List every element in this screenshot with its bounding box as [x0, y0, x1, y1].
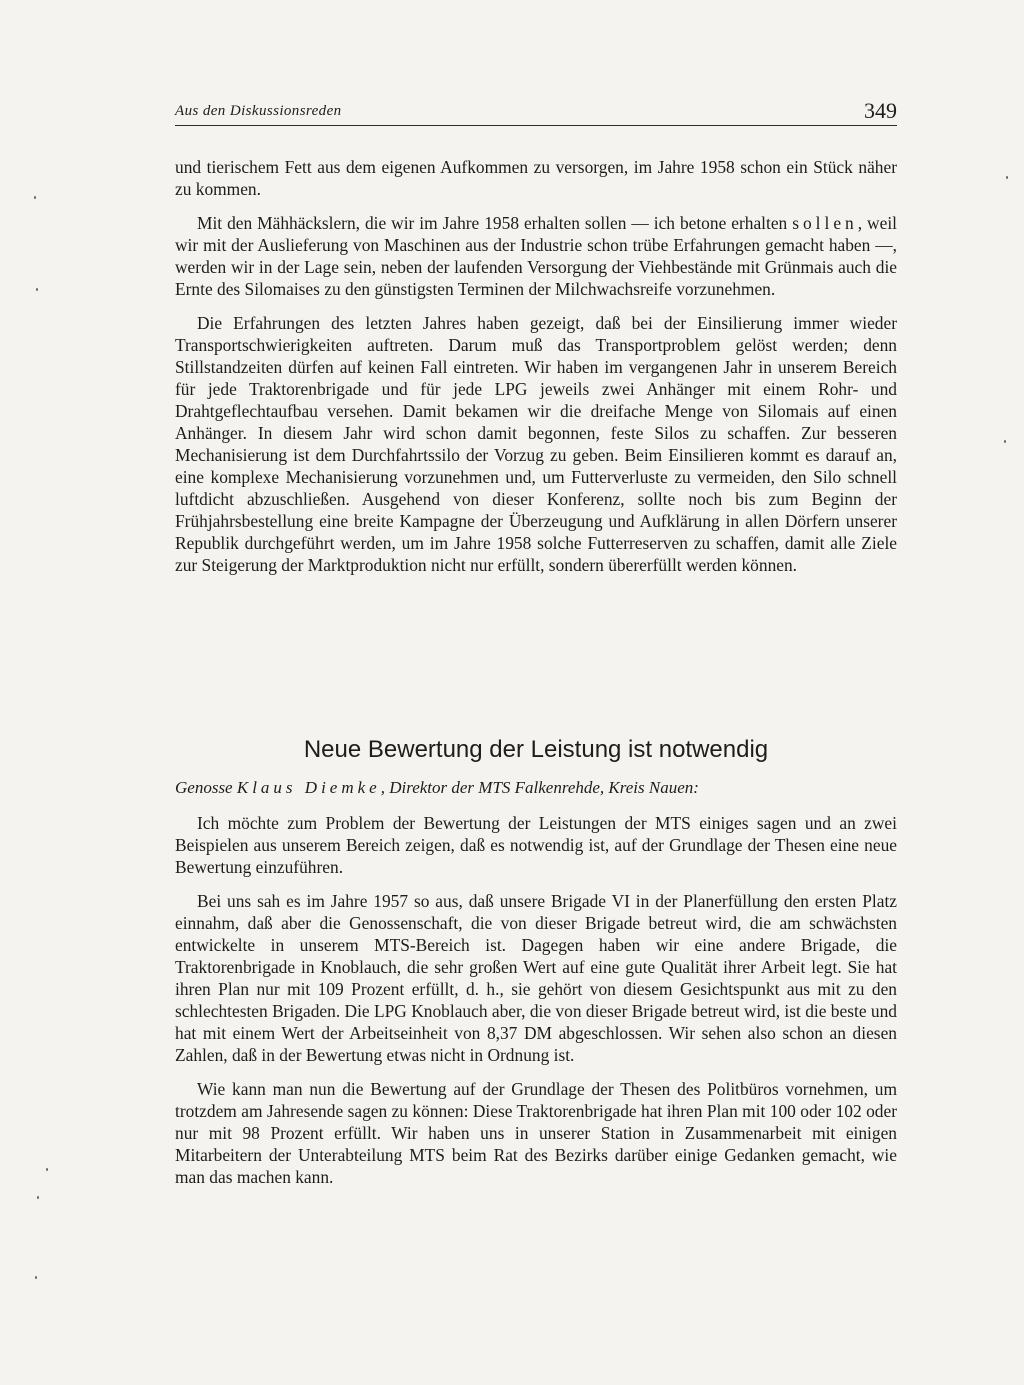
paragraph-continuation: und tierischem Fett aus dem eigenen Aufkommen zu versorgen, im Jahre 1958 schon ein Stück näher zu kommen.	[175, 157, 897, 199]
section-one-body	[175, 156, 897, 588]
speaker-prefix: Genosse	[175, 778, 237, 797]
scan-speck	[46, 1168, 48, 1171]
paragraph-evaluation-intro: Ich möchte zum Problem der Bewertung der Leistungen der MTS einiges sagen und an zwei Beispielen aus unserem Bereich zeigen, daß es notwendig ist, auf der Grundlage der Thesen eine neue Bewertung einzuführen.	[175, 813, 897, 877]
scan-speck	[35, 1276, 37, 1279]
section-two-body	[175, 812, 897, 1200]
emphasis-sollen: sollen	[792, 213, 858, 233]
scan-speck	[36, 288, 38, 291]
section-heading: Neue Bewertung der Leistung ist notwendig	[303, 736, 769, 763]
page-number: 349	[864, 98, 897, 123]
page-header	[175, 96, 897, 126]
scan-speck	[1006, 176, 1008, 179]
speaker-name: Klaus Diemke	[236, 778, 381, 797]
paragraph-politburo-theses: Wie kann man nun die Bewertung auf der Grundlage der Thesen des Politbüros vornehmen, um trotzdem am Jahresende sagen zu können: Diese Traktorenbrigade hat ihren Plan mit 100 oder 102 oder nur mit 98 Prozent erfüllt. Wir haben uns in unserer Station in Zusammenarbeit mit einigen Mitarbeitern der Unterabteilung MTS beim Rat des Bezirks darüber einige Gedanken gemacht, wie man das machen kann.	[175, 1079, 897, 1187]
running-title: Aus den Diskussionsreden	[175, 103, 342, 119]
speaker-role: , Direktor der MTS Falkenrehde, Kreis Nauen:	[380, 778, 699, 797]
paragraph-transport: Die Erfahrungen des letzten Jahres haben gezeigt, daß bei der Einsilierung immer wieder Transportschwierigkeiten auftreten. Darum muß das Transportproblem gelöst werden; denn Stillstandzeiten dürfen auf keinen Fall eintreten. Wir haben im vergangenen Jahr in unserem Bereich für jede Traktorenbrigade und für jede LPG jeweils zwei Anhänger mit einem Rohr- und Drahtgeflechtaufbau versehen. Damit bekamen wir die dreifache Menge von Silomais auf einen Anhänger. In diesem Jahr wird schon damit begonnen, feste Silos zu schaffen. Zur besseren Mechanisierung ist dem Durchfahrtssilo der Vorzug zu geben. Beim Einsilieren kommt es darauf an, eine komplexe Mechanisierung vorzunehmen und, um Futterverluste zu vermeiden, den Silo schnell luftdicht abzuschließen. Ausgehend von dieser Konferenz, sollte noch bis zum Beginn der Frühjahrsbestellung eine breite Kampagne der Überzeugung und Aufklärung in allen Dörfern unserer Republik durchgeführt werden, um im Jahre 1958 solche Futterreserven zu schaffen, damit alle Ziele zur Steigerung der Marktproduktion nicht nur erfüllt, sondern übererfüllt werden können.	[175, 313, 897, 575]
paragraph-machines	[175, 212, 897, 300]
scan-speck	[37, 1196, 39, 1199]
scan-speck	[34, 196, 36, 199]
header-rule	[175, 125, 897, 126]
speaker-line	[175, 778, 897, 798]
paragraph-brigade-example: Bei uns sah es im Jahre 1957 so aus, daß unsere Brigade VI in der Planerfüllung den ersten Platz einnahm, daß aber die Genossenschaft, die von dieser Brigade betreut wird, die am schwächsten entwickelte in unserem MTS-Bereich ist. Dagegen haben wir eine andere Brigade, die Traktorenbrigade in Knoblauch, die sehr großen Wert auf eine gute Qualität ihrer Arbeit legt. Sie hat ihren Plan nur mit 109 Prozent erfüllt, d. h., sie gehört von diesem Gesichtspunkt aus mit zu den schlechtesten Brigaden. Die LPG Knoblauch aber, die von dieser Brigade betreut wird, ist die beste und hat mit einem Wert der Arbeitseinheit von 8,37 DM abgeschlossen. Wir sehen also schon an diesen Zahlen, daß in der Bewertung etwas nicht in Ordnung ist.	[175, 891, 897, 1065]
scan-speck	[1004, 440, 1006, 443]
machines-text-before: Mit den Mähhäckslern, die wir im Jahre 1958 erhalten sollen — ich betone erhalten	[197, 213, 793, 233]
machines-text-after: , weil wir mit der Auslieferung von Maschinen aus der Industrie schon trübe Erfahrungen gemacht haben —, werden wir in der Lage sein, neben der laufenden Versorgung der Viehbestände mit Grünmais auch die Ernte des Silomaises zu den günstigsten Terminen der Milchwachsreife vorzunehmen.	[175, 213, 897, 299]
